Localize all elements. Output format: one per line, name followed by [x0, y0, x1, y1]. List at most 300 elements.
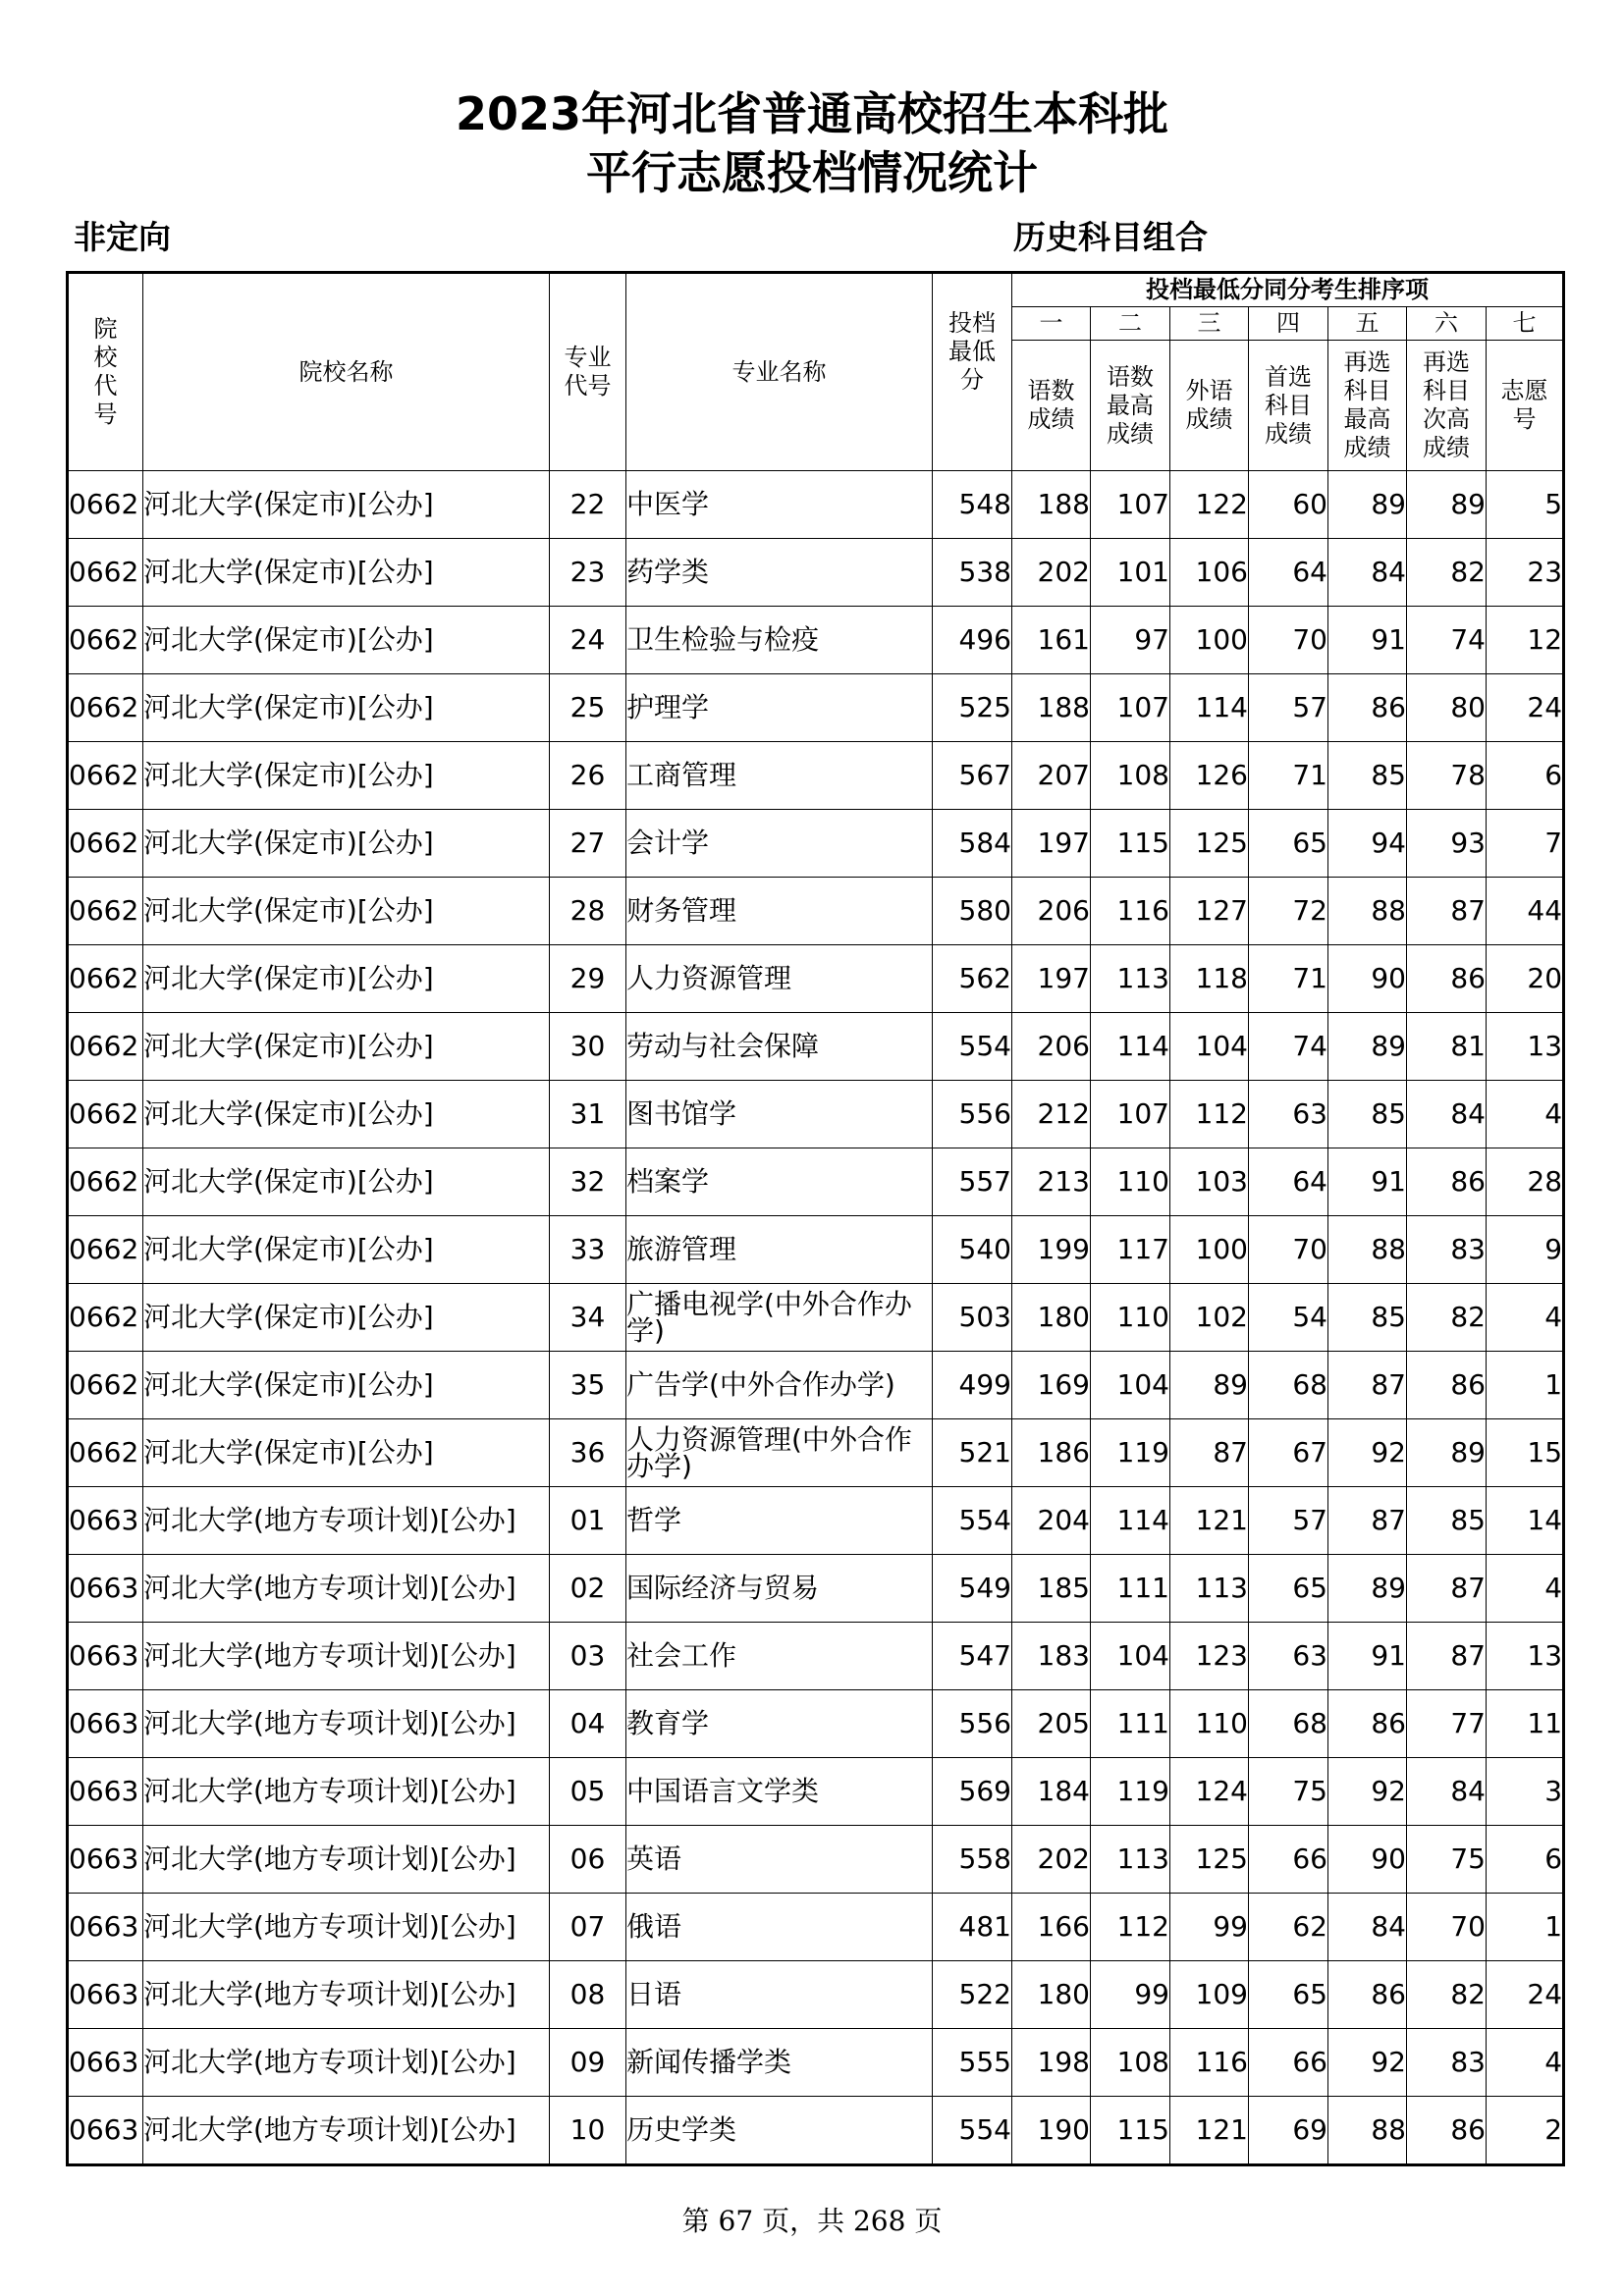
major-code-cell: 24 [550, 607, 626, 674]
table-row [68, 1216, 1564, 1284]
sort-item-6-cell: 93 [1407, 810, 1487, 878]
sort-item-2-cell: 114 [1091, 1487, 1170, 1555]
major-code-cell: 07 [550, 1894, 626, 1961]
major-name-cell: 国际经济与贸易 [626, 1555, 933, 1623]
sort-item-7-cell: 44 [1487, 878, 1564, 945]
sort-item-2-cell: 108 [1091, 742, 1170, 810]
sort-item-2-cell: 107 [1091, 674, 1170, 742]
sort-item-6-cell: 70 [1407, 1894, 1487, 1961]
major-code-cell: 34 [550, 1284, 626, 1352]
min-score-cell: 555 [933, 2029, 1012, 2097]
school-code-cell: 0662 [68, 1352, 143, 1419]
sort-item-2-cell: 101 [1091, 539, 1170, 607]
sort-item-3-cell: 103 [1170, 1148, 1249, 1216]
major-code-cell: 01 [550, 1487, 626, 1555]
sort-item-6-cell: 74 [1407, 607, 1487, 674]
min-score-cell: 525 [933, 674, 1012, 742]
major-code-cell: 22 [550, 471, 626, 539]
min-score-cell: 554 [933, 1487, 1012, 1555]
major-code-cell: 02 [550, 1555, 626, 1623]
table-row [68, 1081, 1564, 1148]
sort-item-7-cell: 23 [1487, 539, 1564, 607]
sort-item-1-cell: 204 [1012, 1487, 1091, 1555]
sort-item-2-cell: 99 [1091, 1961, 1170, 2029]
major-name-cell: 哲学 [626, 1487, 933, 1555]
table-row [68, 1758, 1564, 1826]
sort-item-1-cell: 184 [1012, 1758, 1091, 1826]
major-code-cell: 31 [550, 1081, 626, 1148]
table-row [68, 1894, 1564, 1961]
min-score-cell: 569 [933, 1758, 1012, 1826]
major-name-cell: 人力资源管理 [626, 945, 933, 1013]
sort-item-1-cell: 213 [1012, 1148, 1091, 1216]
major-code-cell: 04 [550, 1690, 626, 1758]
major-code-cell: 27 [550, 810, 626, 878]
sort-item-5-cell: 87 [1328, 1352, 1407, 1419]
table-row [68, 1623, 1564, 1690]
header-school-code: 院校代号 [68, 273, 143, 471]
sort-item-6-cell: 75 [1407, 1826, 1487, 1894]
sort-item-7-cell: 1 [1487, 1894, 1564, 1961]
sort-item-4-cell: 62 [1249, 1894, 1328, 1961]
school-name-cell: 河北大学(保定市)[公办] [143, 471, 550, 539]
sort-item-7-cell: 14 [1487, 1487, 1564, 1555]
sort-item-4-cell: 70 [1249, 607, 1328, 674]
major-code-cell: 33 [550, 1216, 626, 1284]
sort-item-6-cell: 84 [1407, 1758, 1487, 1826]
school-code-cell: 0662 [68, 471, 143, 539]
header-rank-6: 六 [1407, 307, 1487, 341]
sort-item-4-cell: 74 [1249, 1013, 1328, 1081]
school-code-cell: 0662 [68, 810, 143, 878]
sort-item-4-cell: 63 [1249, 1623, 1328, 1690]
sort-item-7-cell: 24 [1487, 674, 1564, 742]
school-name-cell: 河北大学(保定市)[公办] [143, 742, 550, 810]
sort-item-2-cell: 108 [1091, 2029, 1170, 2097]
header-sort-group: 投档最低分同分考生排序项 [1012, 273, 1564, 307]
sort-item-3-cell: 127 [1170, 878, 1249, 945]
sort-item-2-cell: 116 [1091, 878, 1170, 945]
sort-item-1-cell: 205 [1012, 1690, 1091, 1758]
sort-item-7-cell: 28 [1487, 1148, 1564, 1216]
major-name-cell: 日语 [626, 1961, 933, 2029]
sort-item-5-cell: 85 [1328, 742, 1407, 810]
major-name-cell: 人力资源管理(中外合作办学) [626, 1419, 933, 1487]
major-name-cell: 历史学类 [626, 2097, 933, 2165]
school-name-cell: 河北大学(地方专项计划)[公办] [143, 2097, 550, 2165]
sort-item-7-cell: 4 [1487, 2029, 1564, 2097]
sort-item-4-cell: 63 [1249, 1081, 1328, 1148]
header-rank-1: 一 [1012, 307, 1091, 341]
sort-item-5-cell: 86 [1328, 674, 1407, 742]
table-row [68, 1284, 1564, 1352]
sort-item-3-cell: 106 [1170, 539, 1249, 607]
school-code-cell: 0663 [68, 1894, 143, 1961]
sort-item-6-cell: 89 [1407, 1419, 1487, 1487]
sort-item-6-cell: 89 [1407, 471, 1487, 539]
major-code-cell: 36 [550, 1419, 626, 1487]
sort-item-3-cell: 100 [1170, 607, 1249, 674]
sort-item-2-cell: 119 [1091, 1758, 1170, 1826]
sort-item-3-cell: 87 [1170, 1419, 1249, 1487]
sort-item-1-cell: 207 [1012, 742, 1091, 810]
sort-item-6-cell: 78 [1407, 742, 1487, 810]
school-code-cell: 0662 [68, 1216, 143, 1284]
sort-item-2-cell: 119 [1091, 1419, 1170, 1487]
header-min-score: 投档最低分 [933, 273, 1012, 471]
sort-item-1-cell: 206 [1012, 878, 1091, 945]
major-code-cell: 03 [550, 1623, 626, 1690]
school-code-cell: 0662 [68, 607, 143, 674]
school-code-cell: 0663 [68, 2029, 143, 2097]
sort-item-1-cell: 188 [1012, 674, 1091, 742]
sort-item-6-cell: 81 [1407, 1013, 1487, 1081]
table-row [68, 945, 1564, 1013]
major-name-cell: 会计学 [626, 810, 933, 878]
min-score-cell: 554 [933, 2097, 1012, 2165]
sort-item-2-cell: 113 [1091, 945, 1170, 1013]
major-name-cell: 劳动与社会保障 [626, 1013, 933, 1081]
school-name-cell: 河北大学(保定市)[公办] [143, 1148, 550, 1216]
header-rank-7: 七 [1487, 307, 1564, 341]
sort-item-1-cell: 202 [1012, 539, 1091, 607]
school-code-cell: 0663 [68, 2097, 143, 2165]
header-sort-item-4: 首选科目成绩 [1249, 341, 1328, 471]
sort-item-4-cell: 66 [1249, 1826, 1328, 1894]
sort-item-3-cell: 109 [1170, 1961, 1249, 2029]
school-name-cell: 河北大学(地方专项计划)[公办] [143, 1555, 550, 1623]
school-code-cell: 0662 [68, 1419, 143, 1487]
school-code-cell: 0663 [68, 1690, 143, 1758]
sort-item-3-cell: 126 [1170, 742, 1249, 810]
sort-item-2-cell: 104 [1091, 1352, 1170, 1419]
sort-item-7-cell: 6 [1487, 742, 1564, 810]
sort-item-2-cell: 110 [1091, 1284, 1170, 1352]
sort-item-5-cell: 89 [1328, 1013, 1407, 1081]
sort-item-3-cell: 121 [1170, 2097, 1249, 2165]
sort-item-3-cell: 102 [1170, 1284, 1249, 1352]
table-row [68, 1013, 1564, 1081]
major-code-cell: 05 [550, 1758, 626, 1826]
sort-item-2-cell: 111 [1091, 1690, 1170, 1758]
sort-item-5-cell: 90 [1328, 945, 1407, 1013]
sort-item-2-cell: 113 [1091, 1826, 1170, 1894]
sort-item-1-cell: 185 [1012, 1555, 1091, 1623]
header-rank-3: 三 [1170, 307, 1249, 341]
table-row [68, 810, 1564, 878]
sort-item-4-cell: 66 [1249, 2029, 1328, 2097]
sort-item-1-cell: 199 [1012, 1216, 1091, 1284]
sort-item-1-cell: 190 [1012, 2097, 1091, 2165]
sort-item-3-cell: 110 [1170, 1690, 1249, 1758]
sort-item-6-cell: 84 [1407, 1081, 1487, 1148]
header-sort-item-6: 再选科目次高成绩 [1407, 341, 1487, 471]
min-score-cell: 538 [933, 539, 1012, 607]
sort-item-2-cell: 115 [1091, 810, 1170, 878]
sort-item-7-cell: 11 [1487, 1690, 1564, 1758]
school-name-cell: 河北大学(地方专项计划)[公办] [143, 1758, 550, 1826]
sort-item-7-cell: 1 [1487, 1352, 1564, 1419]
sort-item-5-cell: 85 [1328, 1284, 1407, 1352]
header-sort-item-3: 外语成绩 [1170, 341, 1249, 471]
sort-item-5-cell: 84 [1328, 539, 1407, 607]
header-sort-item-1: 语数成绩 [1012, 341, 1091, 471]
sort-item-1-cell: 186 [1012, 1419, 1091, 1487]
sort-item-3-cell: 125 [1170, 1826, 1249, 1894]
sort-item-3-cell: 114 [1170, 674, 1249, 742]
header-rank-2: 二 [1091, 307, 1170, 341]
sort-item-2-cell: 111 [1091, 1555, 1170, 1623]
sort-item-7-cell: 2 [1487, 2097, 1564, 2165]
sort-item-3-cell: 112 [1170, 1081, 1249, 1148]
sort-item-6-cell: 86 [1407, 1352, 1487, 1419]
school-code-cell: 0663 [68, 1961, 143, 2029]
major-name-cell: 广播电视学(中外合作办学) [626, 1284, 933, 1352]
subject-combination-label: 历史科目组合 [1013, 218, 1208, 256]
major-code-cell: 09 [550, 2029, 626, 2097]
school-code-cell: 0662 [68, 1284, 143, 1352]
sort-item-5-cell: 92 [1328, 1419, 1407, 1487]
sort-item-7-cell: 24 [1487, 1961, 1564, 2029]
header-major-name: 专业名称 [626, 273, 933, 471]
sort-item-5-cell: 88 [1328, 2097, 1407, 2165]
school-name-cell: 河北大学(保定市)[公办] [143, 1352, 550, 1419]
major-name-cell: 财务管理 [626, 878, 933, 945]
sort-item-5-cell: 87 [1328, 1487, 1407, 1555]
major-name-cell: 社会工作 [626, 1623, 933, 1690]
sort-item-3-cell: 122 [1170, 471, 1249, 539]
sort-item-3-cell: 104 [1170, 1013, 1249, 1081]
school-name-cell: 河北大学(地方专项计划)[公办] [143, 1690, 550, 1758]
header-school-name: 院校名称 [143, 273, 550, 471]
school-code-cell: 0663 [68, 1758, 143, 1826]
sort-item-3-cell: 121 [1170, 1487, 1249, 1555]
major-name-cell: 档案学 [626, 1148, 933, 1216]
school-name-cell: 河北大学(保定市)[公办] [143, 1013, 550, 1081]
min-score-cell: 481 [933, 1894, 1012, 1961]
school-code-cell: 0662 [68, 674, 143, 742]
sort-item-6-cell: 82 [1407, 539, 1487, 607]
sort-item-7-cell: 13 [1487, 1013, 1564, 1081]
sort-item-3-cell: 116 [1170, 2029, 1249, 2097]
min-score-cell: 540 [933, 1216, 1012, 1284]
sort-item-2-cell: 97 [1091, 607, 1170, 674]
sort-item-1-cell: 202 [1012, 1826, 1091, 1894]
sort-item-7-cell: 7 [1487, 810, 1564, 878]
header-rank-5: 五 [1328, 307, 1407, 341]
sort-item-3-cell: 99 [1170, 1894, 1249, 1961]
min-score-cell: 499 [933, 1352, 1012, 1419]
school-name-cell: 河北大学(保定市)[公办] [143, 810, 550, 878]
school-name-cell: 河北大学(保定市)[公办] [143, 1216, 550, 1284]
min-score-cell: 562 [933, 945, 1012, 1013]
school-name-cell: 河北大学(保定市)[公办] [143, 1284, 550, 1352]
major-name-cell: 卫生检验与检疫 [626, 607, 933, 674]
sort-item-7-cell: 4 [1487, 1555, 1564, 1623]
major-name-cell: 中国语言文学类 [626, 1758, 933, 1826]
sort-item-5-cell: 94 [1328, 810, 1407, 878]
school-name-cell: 河北大学(保定市)[公办] [143, 1419, 550, 1487]
school-name-cell: 河北大学(保定市)[公办] [143, 1081, 550, 1148]
header-sort-item-2: 语数最高成绩 [1091, 341, 1170, 471]
table-row [68, 2029, 1564, 2097]
sort-item-1-cell: 198 [1012, 2029, 1091, 2097]
sort-item-4-cell: 68 [1249, 1690, 1328, 1758]
min-score-cell: 580 [933, 878, 1012, 945]
sort-item-4-cell: 72 [1249, 878, 1328, 945]
page-footer: 第 67 页，共 268 页 [681, 2205, 943, 2237]
sort-item-7-cell: 13 [1487, 1623, 1564, 1690]
sort-item-4-cell: 57 [1249, 674, 1328, 742]
admission-table [66, 271, 1565, 2166]
min-score-cell: 547 [933, 1623, 1012, 1690]
category-label: 非定向 [74, 218, 171, 256]
min-score-cell: 521 [933, 1419, 1012, 1487]
school-name-cell: 河北大学(保定市)[公办] [143, 945, 550, 1013]
major-name-cell: 英语 [626, 1826, 933, 1894]
sort-item-2-cell: 117 [1091, 1216, 1170, 1284]
header-major-code: 专业代号 [550, 273, 626, 471]
sort-item-5-cell: 92 [1328, 2029, 1407, 2097]
sort-item-6-cell: 82 [1407, 1961, 1487, 2029]
major-name-cell: 中医学 [626, 471, 933, 539]
major-name-cell: 教育学 [626, 1690, 933, 1758]
min-score-cell: 496 [933, 607, 1012, 674]
page-title: 2023年河北省普通高校招生本科批 [455, 87, 1169, 140]
sort-item-1-cell: 183 [1012, 1623, 1091, 1690]
school-code-cell: 0663 [68, 1487, 143, 1555]
table-row [68, 1352, 1564, 1419]
sort-item-5-cell: 88 [1328, 878, 1407, 945]
sort-item-4-cell: 60 [1249, 471, 1328, 539]
school-code-cell: 0663 [68, 1826, 143, 1894]
min-score-cell: 554 [933, 1013, 1012, 1081]
sort-item-3-cell: 89 [1170, 1352, 1249, 1419]
sort-item-6-cell: 80 [1407, 674, 1487, 742]
sort-item-6-cell: 77 [1407, 1690, 1487, 1758]
sort-item-2-cell: 110 [1091, 1148, 1170, 1216]
header-sort-item-7: 志愿号 [1487, 341, 1564, 471]
sort-item-7-cell: 4 [1487, 1081, 1564, 1148]
major-code-cell: 29 [550, 945, 626, 1013]
major-name-cell: 旅游管理 [626, 1216, 933, 1284]
sort-item-4-cell: 65 [1249, 1555, 1328, 1623]
sort-item-6-cell: 86 [1407, 945, 1487, 1013]
sort-item-1-cell: 166 [1012, 1894, 1091, 1961]
table-row [68, 1555, 1564, 1623]
school-code-cell: 0663 [68, 1555, 143, 1623]
sort-item-4-cell: 68 [1249, 1352, 1328, 1419]
sort-item-4-cell: 65 [1249, 1961, 1328, 2029]
major-code-cell: 32 [550, 1148, 626, 1216]
sort-item-7-cell: 5 [1487, 471, 1564, 539]
school-code-cell: 0663 [68, 1623, 143, 1690]
sort-item-4-cell: 75 [1249, 1758, 1328, 1826]
table-row [68, 607, 1564, 674]
table-row [68, 1419, 1564, 1487]
sort-item-7-cell: 4 [1487, 1284, 1564, 1352]
sort-item-3-cell: 118 [1170, 945, 1249, 1013]
sort-item-4-cell: 67 [1249, 1419, 1328, 1487]
sort-item-3-cell: 100 [1170, 1216, 1249, 1284]
school-name-cell: 河北大学(保定市)[公办] [143, 674, 550, 742]
school-name-cell: 河北大学(地方专项计划)[公办] [143, 1826, 550, 1894]
min-score-cell: 548 [933, 471, 1012, 539]
sort-item-1-cell: 180 [1012, 1284, 1091, 1352]
sort-item-5-cell: 85 [1328, 1081, 1407, 1148]
major-name-cell: 俄语 [626, 1894, 933, 1961]
table-row [68, 878, 1564, 945]
sort-item-7-cell: 6 [1487, 1826, 1564, 1894]
sort-item-5-cell: 91 [1328, 1623, 1407, 1690]
sort-item-3-cell: 124 [1170, 1758, 1249, 1826]
sort-item-4-cell: 57 [1249, 1487, 1328, 1555]
sort-item-6-cell: 86 [1407, 2097, 1487, 2165]
sort-item-6-cell: 83 [1407, 2029, 1487, 2097]
min-score-cell: 556 [933, 1081, 1012, 1148]
min-score-cell: 549 [933, 1555, 1012, 1623]
sort-item-4-cell: 70 [1249, 1216, 1328, 1284]
major-name-cell: 广告学(中外合作办学) [626, 1352, 933, 1419]
school-name-cell: 河北大学(保定市)[公办] [143, 878, 550, 945]
sort-item-5-cell: 89 [1328, 471, 1407, 539]
sort-item-2-cell: 104 [1091, 1623, 1170, 1690]
major-name-cell: 图书馆学 [626, 1081, 933, 1148]
major-name-cell: 新闻传播学类 [626, 2029, 933, 2097]
table-row [68, 2097, 1564, 2165]
sort-item-2-cell: 115 [1091, 2097, 1170, 2165]
table-row [68, 1961, 1564, 2029]
table-row [68, 674, 1564, 742]
major-code-cell: 26 [550, 742, 626, 810]
sort-item-3-cell: 123 [1170, 1623, 1249, 1690]
sort-item-6-cell: 83 [1407, 1216, 1487, 1284]
school-name-cell: 河北大学(地方专项计划)[公办] [143, 1961, 550, 2029]
min-score-cell: 557 [933, 1148, 1012, 1216]
major-name-cell: 药学类 [626, 539, 933, 607]
sort-item-7-cell: 9 [1487, 1216, 1564, 1284]
major-code-cell: 23 [550, 539, 626, 607]
table-row [68, 742, 1564, 810]
sort-item-1-cell: 212 [1012, 1081, 1091, 1148]
school-code-cell: 0662 [68, 539, 143, 607]
major-code-cell: 35 [550, 1352, 626, 1419]
sort-item-5-cell: 90 [1328, 1826, 1407, 1894]
school-code-cell: 0662 [68, 878, 143, 945]
sort-item-2-cell: 112 [1091, 1894, 1170, 1961]
sort-item-4-cell: 69 [1249, 2097, 1328, 2165]
sort-item-5-cell: 84 [1328, 1894, 1407, 1961]
school-code-cell: 0662 [68, 1081, 143, 1148]
sort-item-5-cell: 88 [1328, 1216, 1407, 1284]
table-row [68, 1148, 1564, 1216]
major-code-cell: 25 [550, 674, 626, 742]
sort-item-4-cell: 64 [1249, 1148, 1328, 1216]
sort-item-6-cell: 85 [1407, 1487, 1487, 1555]
sort-item-4-cell: 64 [1249, 539, 1328, 607]
sort-item-1-cell: 197 [1012, 945, 1091, 1013]
school-name-cell: 河北大学(地方专项计划)[公办] [143, 1487, 550, 1555]
page-subtitle: 平行志愿投档情况统计 [586, 146, 1038, 199]
school-name-cell: 河北大学(保定市)[公办] [143, 607, 550, 674]
sort-item-2-cell: 107 [1091, 471, 1170, 539]
school-code-cell: 0662 [68, 742, 143, 810]
sort-item-5-cell: 91 [1328, 607, 1407, 674]
major-code-cell: 28 [550, 878, 626, 945]
sort-item-7-cell: 20 [1487, 945, 1564, 1013]
table-row [68, 1487, 1564, 1555]
sort-item-2-cell: 114 [1091, 1013, 1170, 1081]
